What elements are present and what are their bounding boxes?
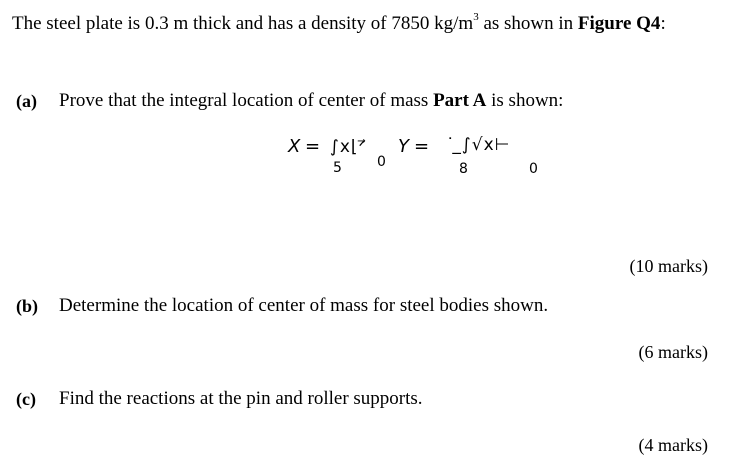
part-b-marks: (6 marks) xyxy=(638,342,708,362)
part-c-marks: (4 marks) xyxy=(638,435,708,455)
part-b-label: (b) xyxy=(16,296,38,316)
formula-equals-1: = xyxy=(305,136,321,157)
formula-y-zero: 0 xyxy=(529,161,538,177)
formula-y-variable: Y xyxy=(398,136,409,157)
part-b-question: Determine the location of center of mass for steel bodies shown. xyxy=(59,295,549,316)
formula-x-variable: X xyxy=(288,136,301,157)
part-c-label: (c) xyxy=(16,389,36,409)
formula-x-subscript: 5 xyxy=(333,160,342,176)
intro-text-middle: as shown in xyxy=(478,13,578,34)
formula-x-expression: ∫x⌊ᐟ⃗ xyxy=(330,137,367,157)
part-c-question: Find the reactions at the pin and roller supports. xyxy=(59,388,423,409)
part-a-bold: Part A xyxy=(433,90,487,111)
formula-y-expression: ˙ ̲∫√x⊢ xyxy=(446,135,511,155)
problem-intro xyxy=(12,13,666,35)
intro-text-after: : xyxy=(660,13,666,34)
part-a-text-after: is shown: xyxy=(486,90,564,111)
formula-x-zero: 0 xyxy=(377,154,386,170)
intro-text-before: The steel plate is 0.3 m thick and has a density of 7850 kg/m xyxy=(12,13,474,34)
part-a-label: (a) xyxy=(16,91,37,111)
formula-equals-2: = xyxy=(414,136,430,157)
density-unit-exponent: 3 xyxy=(473,11,479,23)
formula-y-subscript: 8 xyxy=(459,161,468,177)
figure-reference: Figure Q4 xyxy=(577,13,661,34)
part-a-question xyxy=(59,90,563,112)
part-a-text-before: Prove that the integral location of center of mass xyxy=(59,90,434,111)
part-a-marks: (10 marks) xyxy=(629,256,708,276)
